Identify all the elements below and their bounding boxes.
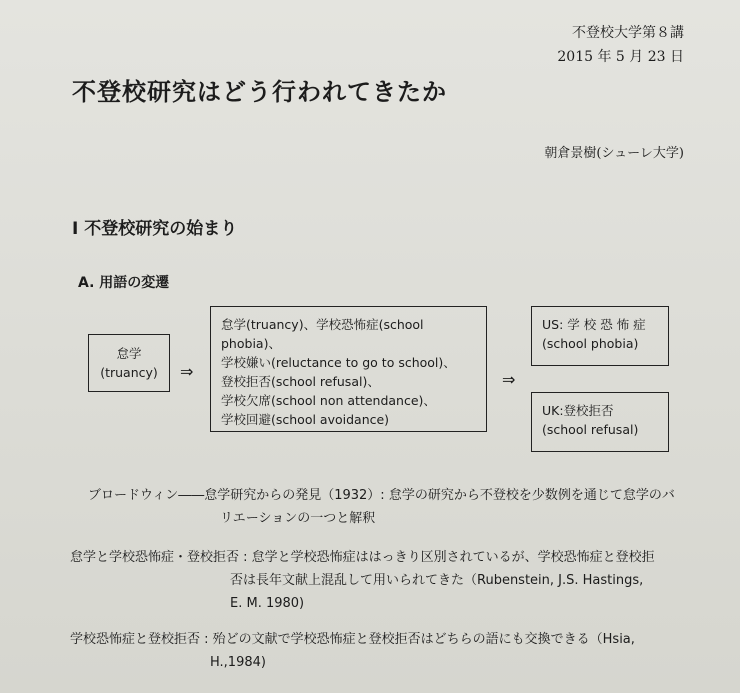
box-line: UK:登校拒否: [542, 403, 614, 418]
diagram-box-us: [531, 306, 669, 366]
paragraph-line: ブロードウィン――怠学研究からの発見（1932）: 怠学の研究から不登校を少数例を通じて怠学のバ: [88, 488, 675, 503]
page-title: 不登校研究はどう行われてきたか: [72, 78, 447, 106]
box-line: 学校欠席(school non attendance)、: [221, 393, 436, 408]
paragraph-line: E. M. 1980): [230, 596, 305, 611]
paragraph-phobia-vs-refusal: [70, 628, 700, 674]
diagram-box-truancy: [88, 334, 170, 392]
author-label: 朝倉景樹(シューレ大学): [544, 146, 684, 161]
box-line: (truancy): [100, 365, 158, 380]
paragraph-line: 否は長年文献上混乱して用いられてきた（Rubenstein, J.S. Hastings,: [230, 573, 644, 588]
paragraph-truancy-vs-phobia: [70, 546, 700, 615]
paragraph-line: 学校恐怖症と登校拒否 : 殆どの文献で学校恐怖症と登校拒否はどちらの語にも交換できる（Hsia,: [70, 632, 635, 647]
box-line: (school phobia): [542, 336, 639, 351]
box-line: 登校拒否(school refusal)、: [221, 374, 380, 389]
diagram-box-uk: [531, 392, 669, 452]
section-heading: I 不登校研究の始まり: [72, 219, 238, 239]
box-line: 怠学(truancy)、学校恐怖症(school phobia)、: [221, 317, 424, 351]
box-line: 怠学: [116, 346, 142, 361]
paragraph-line: リエーションの一つと解釈: [220, 511, 376, 526]
box-line: 学校回避(school avoidance): [221, 412, 390, 427]
right-arrow-icon: ⇒: [180, 362, 194, 381]
paragraph-line: 怠学と学校恐怖症・登校拒否 : 怠学と学校恐怖症ははっきり区別されているが、学校恐怖症と登校拒: [70, 550, 655, 565]
right-arrow-icon: ⇒: [502, 370, 516, 389]
box-line: 学校嫌い(reluctance to go to school)、: [221, 355, 456, 370]
paragraph-line: H.,1984): [210, 655, 266, 670]
date-label: 2015 年 5 月 23 日: [557, 49, 684, 65]
paragraph-broadwin: [88, 484, 688, 530]
diagram-box-terms: [210, 306, 487, 432]
box-line: US: 学 校 恐 怖 症: [542, 317, 646, 332]
course-label: 不登校大学第８講: [572, 25, 684, 41]
subsection-heading: A. 用語の変遷: [78, 275, 170, 291]
box-line: (school refusal): [542, 422, 639, 437]
